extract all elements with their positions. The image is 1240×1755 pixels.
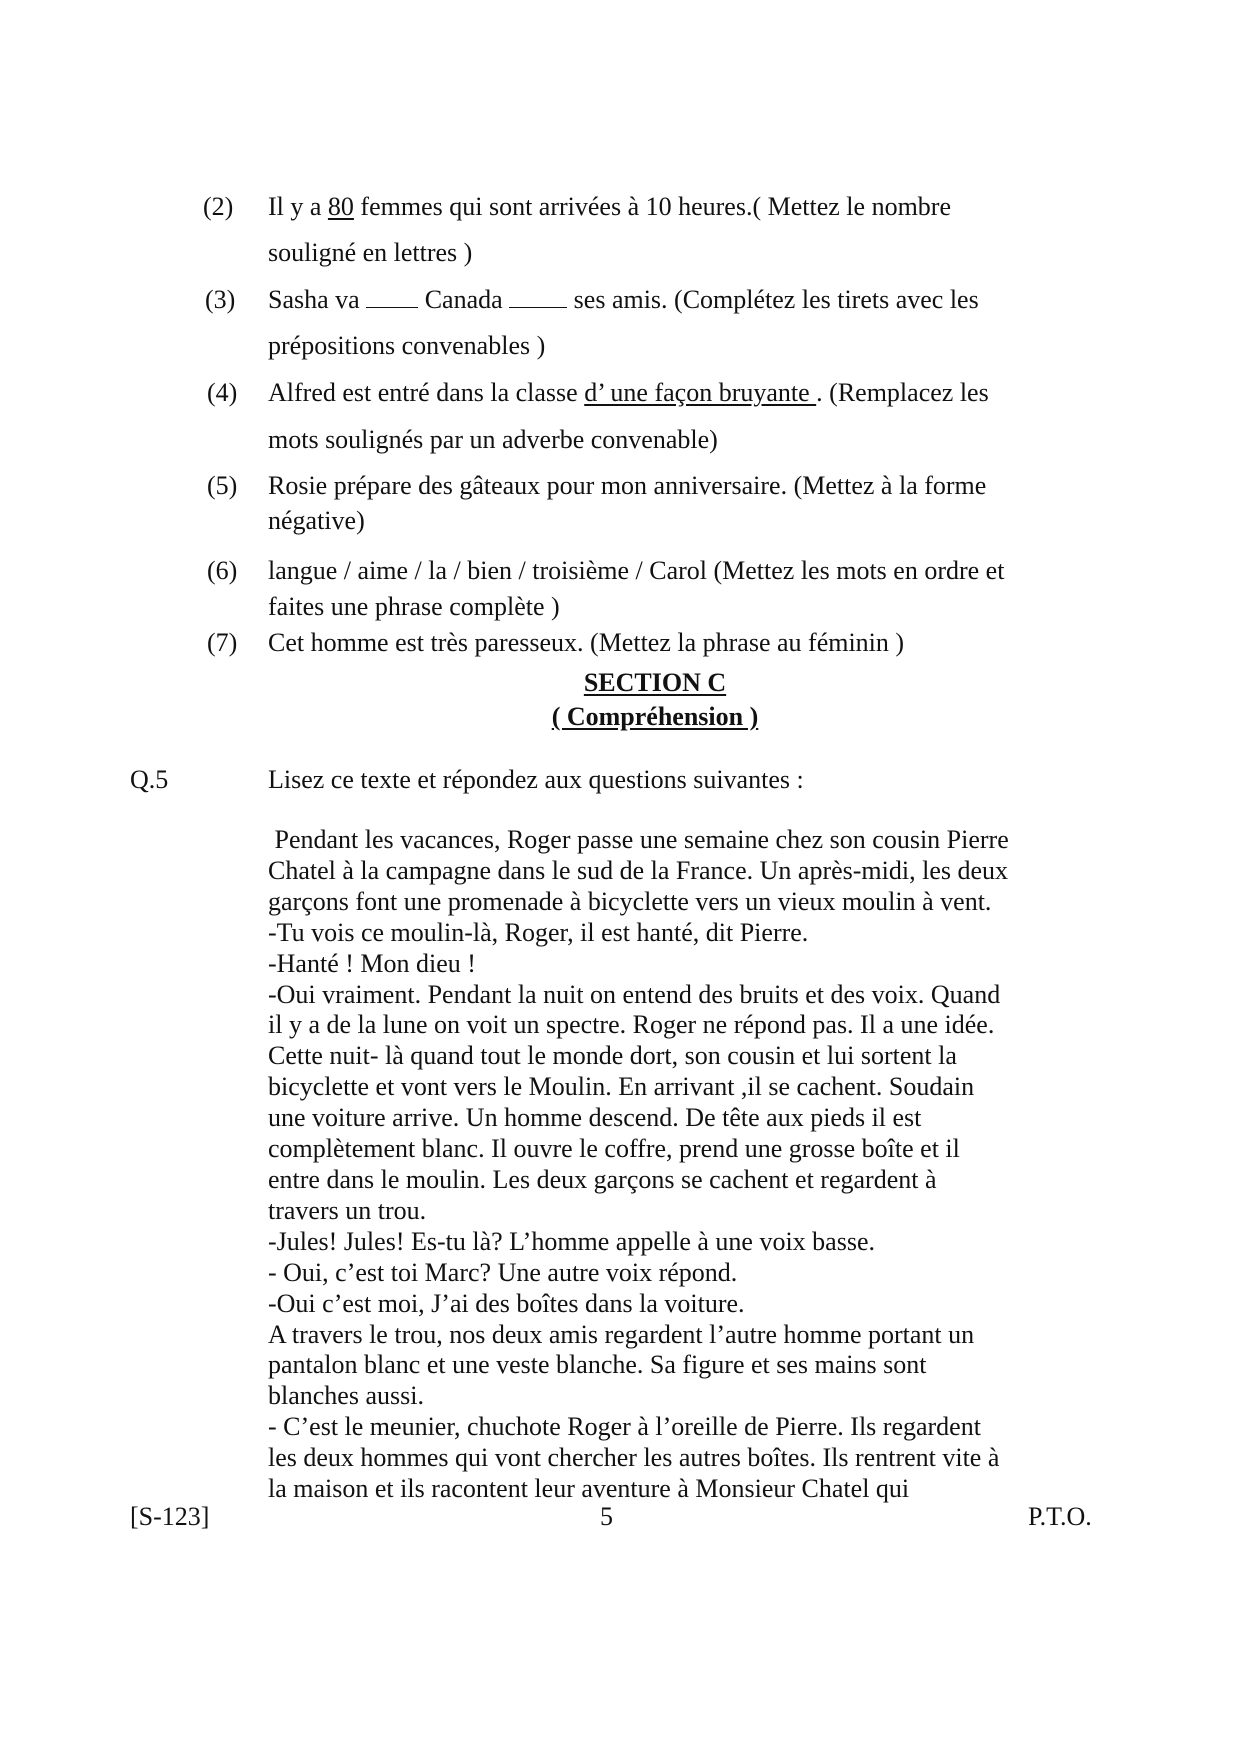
passage-line: Cette nuit- là quand tout le monde dort, son cousin et lui sortent la <box>268 1041 957 1071</box>
item-text: femmes qui sont arrivées à 10 heures.( Mettez le nombre <box>353 192 951 221</box>
question-item-5: Rosie prépare des gâteaux pour mon anniversaire. (Mettez à la forme <box>268 471 987 500</box>
item-number: (3) <box>205 285 236 314</box>
item-text-continued: négative) <box>268 506 365 535</box>
page-number: 5 <box>600 1502 613 1531</box>
passage-line: Pendant les vacances, Roger passe une semaine chez son cousin Pierre <box>268 825 1009 854</box>
question-item-3 <box>268 285 979 315</box>
passage-line: pantalon blanc et une veste blanche. Sa figure et ses mains sont <box>268 1350 927 1380</box>
item-text-continued: mots soulignés par un adverbe convenable) <box>268 425 718 454</box>
underlined-number: 80 <box>327 192 354 221</box>
passage-line: Chatel à la campagne dans le sud de la France. Un après-midi, les deux <box>268 855 1009 885</box>
item-number: (4) <box>207 378 238 407</box>
item-text: Alfred est entré dans la classe <box>268 378 585 407</box>
passage-line: - C’est le meunier, chuchote Roger à l’oreille de Pierre. Ils regardent <box>268 1412 981 1442</box>
item-text-continued: faites une phrase complète ) <box>268 592 560 621</box>
item-number: (6) <box>207 556 238 585</box>
passage-line: une voiture arrive. Un homme descend. De tête aux pieds il est <box>268 1103 922 1133</box>
item-number: (2) <box>203 192 234 221</box>
passage-line: blanches aussi. <box>268 1381 424 1411</box>
item-text-continued: prépositions convenables ) <box>268 331 546 360</box>
fill-in-blank <box>509 285 567 308</box>
passage-line: complètement blanc. Il ouvre le coffre, prend une grosse boîte et il <box>268 1134 960 1164</box>
passage-line: - Oui, c’est toi Marc? Une autre voix répond. <box>268 1257 738 1287</box>
question-item-7: Cet homme est très paresseux. (Mettez la phrase au féminin ) <box>268 628 905 657</box>
question-item-4 <box>268 378 989 408</box>
passage-line: garçons font une promenade à bicyclette vers un vieux moulin à vent. <box>268 886 992 916</box>
section-title: SECTION C <box>583 668 727 697</box>
passage-line: -Jules! Jules! Es-tu là? L’homme appelle à une voix basse. <box>268 1226 875 1256</box>
question-item-2 <box>268 192 951 222</box>
passage-line: il y a de la lune on voit un spectre. Roger ne répond pas. Il a une idée. <box>268 1010 995 1040</box>
item-text: Il y a <box>268 192 328 221</box>
item-number: (7) <box>207 628 238 657</box>
item-text: Sasha va <box>268 285 360 314</box>
question-instruction: Lisez ce texte et répondez aux questions suivantes : <box>268 765 804 794</box>
fill-in-blank <box>366 285 418 308</box>
item-number: (5) <box>207 471 238 500</box>
question-label: Q.5 <box>130 765 169 794</box>
item-text: ses amis. (Complétez les tirets avec les <box>573 285 979 314</box>
passage-line: -Oui c’est moi, J’ai des boîtes dans la voiture. <box>268 1288 745 1318</box>
passage-line: -Tu vois ce moulin-là, Roger, il est hanté, dit Pierre. <box>268 917 809 947</box>
item-text: . (Remplacez les <box>816 378 989 407</box>
passage-line: -Oui vraiment. Pendant la nuit on entend des bruits et des voix. Quand <box>268 979 1001 1009</box>
please-turn-over: P.T.O. <box>1028 1502 1092 1531</box>
section-subtitle: ( Compréhension ) <box>551 702 759 731</box>
passage-line: A travers le trou, nos deux amis regardent l’autre homme portant un <box>268 1319 975 1349</box>
passage-line: -Hanté ! Mon dieu ! <box>268 948 476 978</box>
passage-line: entre dans le moulin. Les deux garçons se cachent et regardent à <box>268 1164 937 1194</box>
underlined-phrase: d’ une façon bruyante <box>584 378 817 407</box>
question-item-6: langue / aime / la / bien / troisième / Carol (Mettez les mots en ordre et <box>268 556 1005 585</box>
passage-line: bicyclette et vont vers le Moulin. En arrivant ,il se cachent. Soudain <box>268 1072 975 1102</box>
passage-line: travers un trou. <box>268 1195 427 1225</box>
item-text-continued: souligné en lettres ) <box>268 238 473 267</box>
passage-line: la maison et ils racontent leur aventure à Monsieur Chatel qui <box>268 1474 910 1504</box>
passage-line: les deux hommes qui vont chercher les autres boîtes. Ils rentrent vite à <box>268 1443 1000 1473</box>
item-text: Canada <box>424 285 503 314</box>
paper-code: [S-123] <box>130 1502 210 1531</box>
reading-passage <box>268 825 1009 1505</box>
